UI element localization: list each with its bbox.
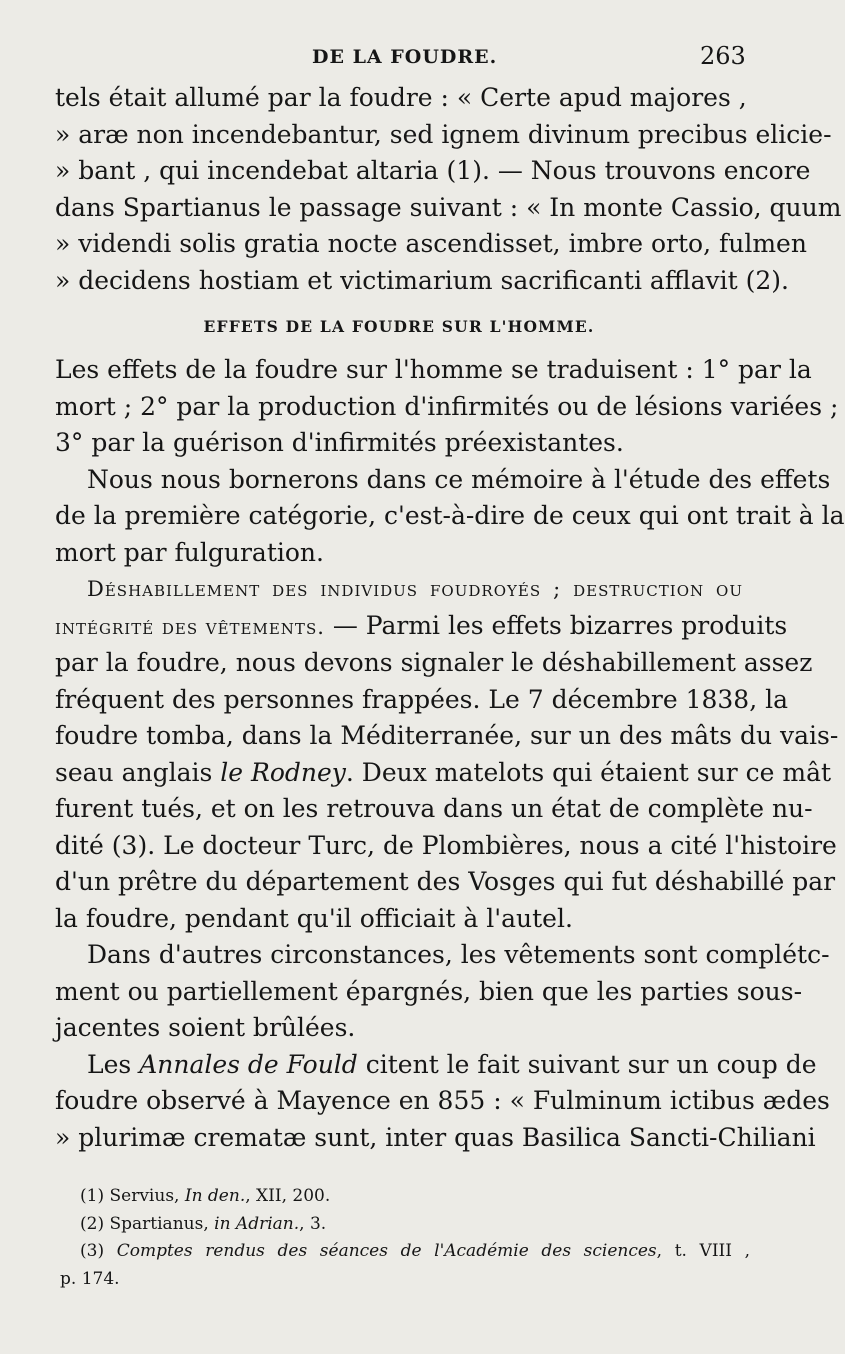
- text-line: par la foudre, nous devons signaler le déshabillement assez: [55, 648, 813, 677]
- text-line: » aræ non incendebantur, sed ignem divinum precibus elicie-: [55, 119, 832, 149]
- page-number: 263: [700, 42, 746, 70]
- footnote-2: [60, 1211, 750, 1239]
- paragraph-2: [55, 352, 839, 462]
- text-run: — Parmi les effets bizarres produits: [332, 610, 788, 640]
- footnote-work: Comptes rendus des séances de l'Académie des sciences: [116, 1241, 657, 1261]
- text-line: dité (3). Le docteur Turc, de Plombières, nous a cité l'histoire: [55, 830, 837, 860]
- text-line: » videndi solis gratia nocte ascendisset, imbre orto, fulmen: [55, 229, 807, 258]
- text-line: Les effets de la foudre sur l'homme se traduisent : 1° par la: [55, 355, 812, 384]
- section-heading: EFFETS DE LA FOUDRE SUR L'HOMME.: [203, 317, 595, 336]
- footnote-author: Spartianus,: [109, 1213, 209, 1234]
- footnote-ref: , t. VIII ,: [656, 1241, 750, 1261]
- footnote-1: [60, 1183, 750, 1211]
- footnote-ref: , XII, 200.: [245, 1186, 331, 1206]
- annales-title: Annales de Fould: [139, 1049, 358, 1079]
- running-title: DE LA FOUDRE.: [312, 46, 498, 68]
- paragraph-4: [55, 571, 839, 937]
- paragraph-6: [55, 1047, 830, 1157]
- text-line: ment ou partiellement épargnés, bien que les parties sous-: [55, 976, 803, 1006]
- page-header: [0, 42, 800, 74]
- footnote-number: (3): [80, 1241, 105, 1261]
- text-line: tels était allumé par la foudre : « Certe apud majores ,: [55, 83, 747, 112]
- text-line: [55, 755, 832, 792]
- text-line: d'un prêtre du département des Vosges qui fut déshabillé par: [55, 867, 836, 896]
- text-line: furent tués, et on les retrouva dans un état de complète nu-: [55, 794, 813, 823]
- text-line: fréquent des personnes frappées. Le 7 décembre 1838, la: [55, 684, 789, 714]
- text-line: la foudre, pendant qu'il officiait à l'autel.: [55, 903, 573, 933]
- text-run: citent le fait suivant sur un coup de: [365, 1049, 817, 1079]
- footnote-author: Servius,: [109, 1186, 180, 1206]
- text-line: » plurimæ crematæ sunt, inter quas Basilica Sancti-Chiliani: [55, 1122, 816, 1152]
- footnote-ref: , 3.: [299, 1213, 327, 1234]
- footnote-work: in Adrian.: [214, 1213, 300, 1234]
- text-run: . Deux matelots qui étaient sur ce mât: [345, 757, 832, 787]
- text-line: de la première catégorie, c'est-à-dire de ceux qui ont trait à la: [55, 501, 845, 530]
- footnote-number: (1): [80, 1186, 105, 1206]
- text-line: 3° par la guérison d'infirmités préexistantes.: [55, 428, 624, 457]
- text-line: jacentes soient brûlées.: [55, 1013, 356, 1042]
- text-line: [55, 1047, 817, 1084]
- text-line: foudre observé à Mayence en 855 : « Fulminum ictibus ædes: [55, 1086, 830, 1115]
- text-run: seau anglais: [55, 757, 213, 787]
- footnotes: [60, 1183, 750, 1293]
- paragraph-3: [55, 462, 845, 572]
- footnote-3: [60, 1238, 750, 1266]
- run-in-heading: intégrité des vêtements.: [55, 614, 325, 639]
- page-body: [55, 80, 845, 1156]
- footnote-number: (2): [80, 1213, 105, 1234]
- text-line: Nous nous bornerons dans ce mémoire à l'étude des effets: [87, 464, 831, 494]
- text-line: Dans d'autres circonstances, les vêtements sont complétc-: [87, 940, 830, 969]
- text-line: [55, 608, 788, 646]
- footnote-work: In den.: [184, 1186, 246, 1206]
- footnote-3-continued: p. 174.: [60, 1268, 120, 1289]
- text-line: » bant , qui incendebat altaria (1). — Nous trouvons encore: [55, 156, 811, 185]
- ship-name: le Rodney: [220, 757, 346, 787]
- run-in-heading: Déshabillement des individus foudroyés ; destruction ou: [87, 577, 743, 601]
- text-line: mort ; 2° par la production d'infirmités ou de lésions variées ;: [55, 391, 839, 421]
- paragraph-5: [55, 937, 830, 1047]
- text-line: foudre tomba, dans la Méditerranée, sur un des mâts du vais-: [55, 721, 839, 750]
- paragraph-1: [55, 80, 842, 299]
- text-line: dans Spartianus le passage suivant : « In monte Cassio, quum: [55, 192, 842, 222]
- text-line: mort par fulguration.: [55, 537, 324, 567]
- text-run: Les: [87, 1049, 132, 1079]
- text-line: » decidens hostiam et victimarium sacrificanti afflavit (2).: [55, 265, 789, 295]
